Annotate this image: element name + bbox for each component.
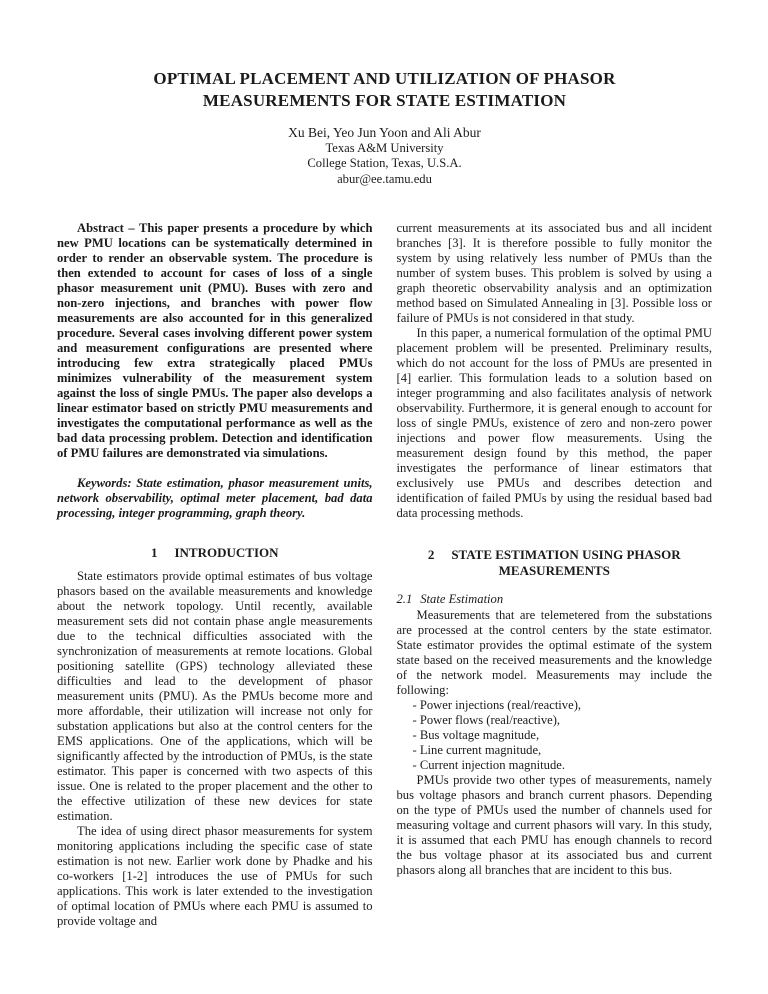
paper-title: OPTIMAL PLACEMENT AND UTILIZATION OF PHASOR MEASUREMENTS FOR STATE ESTIMATION — [153, 69, 616, 110]
abstract-paragraph: Abstract – This paper presents a procedure by which new PMU locations can be systematically determined in order to render an observable system. The procedure is then extended to account for cases of loss of a single phasor measurement unit (PMU). Buses with zero and non-zero injections, and branches with power flow measurements are also accounted for in this generalized procedure. Several cases involving different power system and measurement configurations are presented where introducing few extra strategically placed PMUs minimizes vulnerability of the measurement system against the loss of single PMUs. The paper also develops a linear estimator based on strictly PMU measurements and investigates the computational performance as well as the bad data processing problem. Detection and identification of PMU failures are demonstrated via simulations. — [57, 221, 373, 460]
paper-overview-paragraph: In this paper, a numerical formulation of the optimal PMU placement problem will be presented. Preliminary results, which do not account for the loss of PMUs are presented in [4] earlier. This formulation leads to a solution based on integer programming and also facilitates analysis of network observability. Furthermore, it is general enough to account for loss of single PMUs, existence of zero and non-zero power injections and power flow measurements. Using the measurement design found by this method, the paper investigates the performance of linear estimators that exclusively use PMUs and describes detection and identification of failed PMUs by using the residual based bad data processing methods. — [396, 326, 712, 520]
section-2-heading — [397, 547, 713, 579]
subsection-2-1-title: State Estimation — [420, 592, 504, 606]
author-email: abur@ee.tamu.edu — [337, 171, 432, 186]
intro-paragraph-1: State estimators provide optimal estimates of bus voltage phasors based on the available measurements and knowledge about the network topology. Until recently, available measurement sets did not contain phase angle measurements due to the technical difficulties associated with the synchronization of measurements at remote locations. Global positioning satellite (GPS) technology alleviated these difficulties and lead to the development of phasor measurement units (PMU). As the PMUs become more and more affordable, their utilization will increase not only for substation applications but also at the control centers for the EMS applications. One of the applications, which will be significantly affected by the introduction of PMUs, is the state estimator. This paper is concerned with two aspects of this issue. One is related to the proper placement and the other to the effective utilization of these new devices for state estimation. — [57, 569, 373, 823]
subsection-2-1-heading — [397, 592, 713, 607]
list-item: - Line current magnitude, — [412, 743, 542, 757]
section-2-title: STATE ESTIMATION USING PHASOR MEASUREMENTS — [451, 547, 681, 578]
keywords-paragraph: Keywords: State estimation, phasor measurement units, network observability, optimal meter placement, bad data processing, integer programming, graph theory. — [57, 476, 373, 520]
measurement-types-list — [397, 698, 713, 773]
state-estimation-paragraph: Measurements that are telemetered from the substations are processed at the control centers by the state estimator. State estimator provides the optimal estimate of the system state based on the received measurements and the knowledge of the network model. Measurements may include the following: — [396, 608, 712, 697]
continued-paragraph: current measurements at its associated bus and all incident branches [3]. It is therefore possible to fully monitor the system by using relatively less number of PMUs than the number of system buses. This problem is solved by using a graph theoretic observability analysis and an optimization method based on Simulated Annealing in [3]. Possible loss or failure of PMUs is not considered in that study. — [396, 221, 712, 325]
section-1-heading — [57, 545, 373, 561]
pmu-measurements-paragraph: PMUs provide two other types of measurements, namely bus voltage phasors and branch current phasors. Depending on the type of PMUs used the number of channels used for measuring voltage and current phasors will vary. In this study, it is assumed that each PMU has enough channels to record the bus voltage phasor at its associated bus and current phasors along all branches that are incident to this bus. — [396, 773, 712, 877]
section-1-title: INTRODUCTION — [174, 545, 279, 560]
right-column — [397, 221, 713, 929]
section-2-number: 2 — [427, 547, 435, 562]
section-1-number: 1 — [150, 545, 158, 560]
authors: Xu Bei, Yeo Jun Yoon and Ali Abur — [288, 125, 481, 140]
list-item: - Bus voltage magnitude, — [412, 728, 540, 742]
paper-header — [57, 68, 712, 187]
affiliation-location: College Station, Texas, U.S.A. — [307, 156, 462, 170]
affiliation-university: Texas A&M University — [325, 140, 444, 155]
intro-paragraph-2: The idea of using direct phasor measurements for system monitoring applications including the specific case of state estimation is not new. Earlier work done by Phadke and his co-workers [1-2] introduces the use of PMUs for such applications. This work is later extended to the investigation of optimal location of PMUs where each PMU is assumed to provide voltage and — [57, 824, 373, 928]
list-item: - Power flows (real/reactive), — [412, 713, 561, 727]
list-item: - Power injections (real/reactive), — [412, 698, 582, 712]
subsection-2-1-number: 2.1 — [396, 592, 413, 606]
list-item: - Current injection magnitude. — [412, 758, 565, 772]
two-column-body — [57, 221, 712, 929]
left-column — [57, 221, 373, 929]
author-block — [57, 125, 712, 187]
